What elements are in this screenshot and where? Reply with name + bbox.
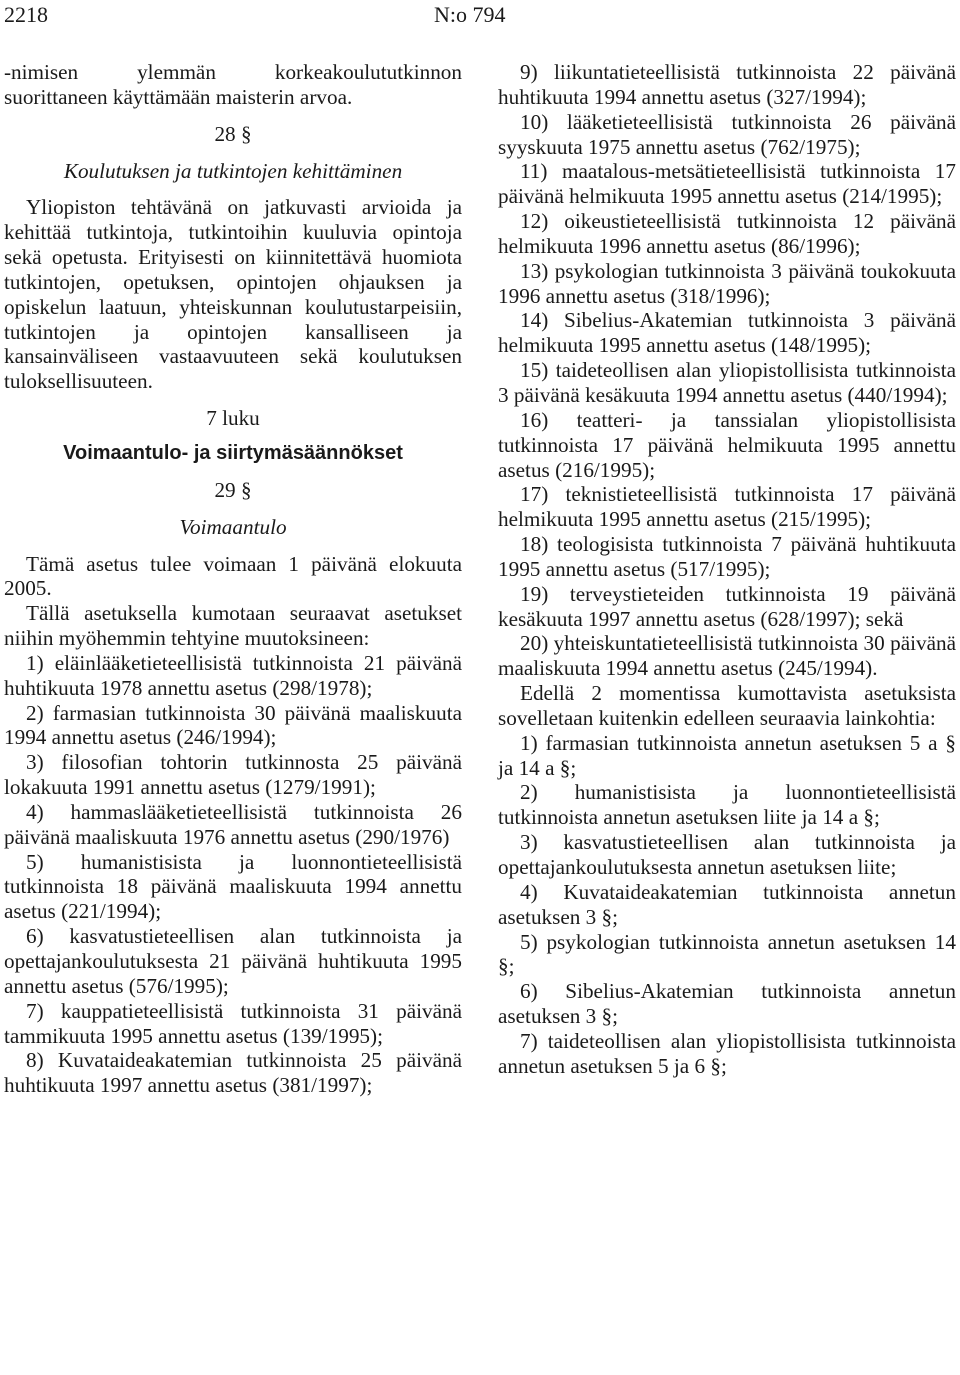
list-item: 8) Kuvataideakatemian tutkinnoista 25 päivänä huhtikuuta 1997 annettu asetus (381/1997); [4,1048,462,1098]
list-item: 2) farmasian tutkinnoista 30 päivänä maaliskuuta 1994 annettu asetus (246/1994); [4,700,462,750]
list-item: 3) filosofian tohtorin tutkinnosta 25 päivänä lokakuuta 1991 annettu asetus (1279/1991); [4,750,462,800]
page-header [0,0,960,36]
list-item: 13) psykologian tutkinnoista 3 päivänä toukokuuta 1996 annettu asetus (318/1996); [498,258,956,308]
list-item: 9) liikuntatieteellisistä tutkinnoista 22 päivänä huhtikuuta 1994 annettu asetus (327/1994); [498,60,956,109]
list-item: 11) maatalous-metsätieteellisistä tutkinnoista 17 päivänä helmikuuta 1995 annettu asetus (214/1995); [498,159,956,209]
list-item: 17) teknistieteellisistä tutkinnoista 17 päivänä helmikuuta 1995 annettu asetus (215/1995); [498,482,956,532]
list-item: 5) humanistisista ja luonnontieteellisistä tutkinnoista 18 päivänä maaliskuuta 1994 annettu asetus (221/1994); [4,849,462,924]
section-title: Koulutuksen ja tutkintojen kehittäminen [63,158,403,183]
list-item: 18) teologisista tutkinnoista 7 päivänä huhtikuuta 1995 annettu asetus (517/1995); [498,532,956,581]
list-item: 2) humanistisista ja luonnontieteellisistä tutkinnoista annetun asetuksen liite ja 14 a §; [498,780,956,830]
paragraph: -nimisen ylemmän korkeakoulututkinnon suorittaneen käyttämään maisterin arvoa. [4,60,462,109]
list-item: 19) terveystieteiden tutkinnoista 19 päivänä kesäkuuta 1997 annettu asetus (628/1997); sekä [498,581,956,631]
chapter-number: 7 luku [206,406,260,431]
list-item: 4) hammaslääketieteellisistä tutkinnoista 26 päivänä maaliskuuta 1976 annettu asetus (290/1976) [4,799,462,849]
list-item: 20) yhteiskuntatieteellisistä tutkinnoista 30 päivänä maaliskuuta 1994 annettu asetus (245/1994). [498,631,956,681]
list-item: 1) eläinlääketieteellisistä tutkinnoista 21 päivänä huhtikuuta 1978 annettu asetus (298/1978); [4,650,462,700]
list-item: 5) psykologian tutkinnoista annetun asetuksen 14 §; [498,929,956,979]
list-item: 16) teatteri- ja tanssialan yliopistollisista tutkinnoista 17 päivänä helmikuuta 1995 annettu asetus (216/1995); [498,407,956,482]
page-number: 2218 [4,2,48,27]
chapter-title: Voimaantulo- ja siirtymäsäännökset [63,441,403,464]
list-item: 1) farmasian tutkinnoista annetun asetuksen 5 a § ja 14 a §; [498,730,956,780]
issue-number: N:o 794 [434,2,506,27]
left-column [4,60,462,1098]
section-number: 29 § [214,477,252,502]
list-item: 6) kasvatustieteellisen alan tutkinnoista ja opettajankoulutuksesta 21 päivänä huhtikuuta 1995 annettu asetus (576/1995); [4,924,462,998]
section-title: Voimaantulo [179,514,287,539]
list-item: 15) taideteollisen alan yliopistollisista tutkinnoista 3 päivänä kesäkuuta 1994 annettu asetus (440/1994); [498,358,956,407]
list-item: 14) Sibelius-Akatemian tutkinnoista 3 päivänä helmikuuta 1995 annettu asetus (148/1995); [498,308,956,358]
paragraph: Tällä asetuksella kumotaan seuraavat asetukset niihin myöhemmin tehtyine muutoksineen: [4,601,462,651]
list-item: 10) lääketieteellisistä tutkinnoista 26 päivänä syyskuuta 1975 annettu asetus (762/1975); [498,109,956,159]
paragraph: Edellä 2 momentissa kumottavista asetuksista sovelletaan kuitenkin edelleen seuraavia lainkohtia: [498,681,956,730]
list-item: 6) Sibelius-Akatemian tutkinnoista annetun asetuksen 3 §; [498,979,956,1029]
section-number: 28 § [214,121,252,146]
list-item: 7) taideteollisen alan yliopistollisista tutkinnoista annetun asetuksen 5 ja 6 §; [498,1028,956,1078]
list-item: 12) oikeustieteellisistä tutkinnoista 12 päivänä helmikuuta 1996 annettu asetus (86/1996); [498,209,956,258]
list-item: 7) kauppatieteellisistä tutkinnoista 31 päivänä tammikuuta 1995 annettu asetus (139/1995); [4,998,462,1048]
right-column [498,60,956,1079]
list-item: 3) kasvatustieteellisen alan tutkinnoista ja opettajankoulutuksesta annetun asetuksen liite; [498,830,956,879]
paragraph: Tämä asetus tulee voimaan 1 päivänä elokuuta 2005. [4,551,462,601]
paragraph: Yliopiston tehtävänä on jatkuvasti arvioida ja kehittää tutkintoja, tutkintoihin kuuluvia opintoja sekä opetusta. Erityisesti on kiinnitettävä huomiota tutkintojen, opetuksen, opintojen ohjauksen ja opiskelun laatuun, yhteiskunnan koulutustarpeisiin, tutkintojen ja opintojen kansalliseen ja kansainväliseen vastaavuuteen sekä koulutuksen tuloksellisuuteen. [4,195,462,394]
list-item: 4) Kuvataideakatemian tutkinnoista annetun asetuksen 3 §; [498,879,956,929]
